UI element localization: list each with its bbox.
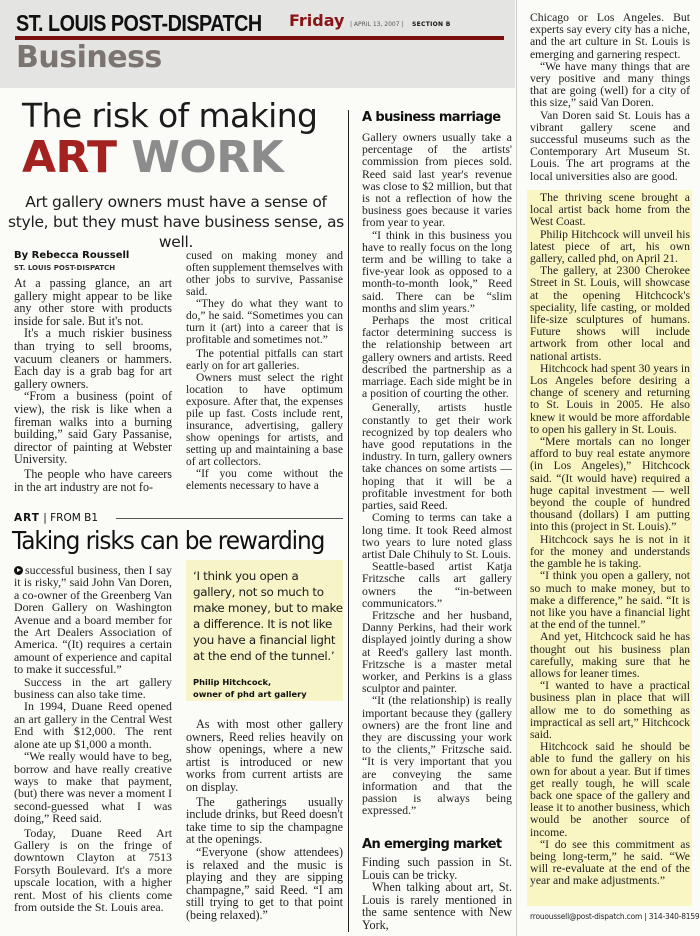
paragraph: And yet, Hitchcock said he has thought out his business plan carefully, making sure that he allows for leaner times. (530, 630, 690, 680)
section-label: SECTION B (412, 21, 451, 28)
paragraph: The potential pitfalls can start early on for art galleries. (186, 348, 343, 372)
paragraph: “Everyone (show attendees) is relaxed and the music is playing and they are sipping champagne,” said Reed. “I am still trying to get to that point (being relaxed).” (186, 844, 343, 922)
paragraph: Van Doren said St. Louis has a vibrant gallery scene and successful museums such as the Contemporary Art Museum St. Louis. The art programs at the local universities also are good. (530, 108, 690, 183)
byline-org: ST. LOUIS POST-DISPATCH (14, 264, 116, 272)
contact-line: rrououssell@post-dispatch.com | 314-340-8159 (530, 912, 700, 921)
pull-quote-title: owner of phd art gallery (193, 689, 307, 699)
paragraph: “From a business (point of view), the risk is like when a fireman walks into a burning building,” said Gary Passanise, director of painting at Webster University. (14, 389, 172, 467)
paragraph: In 1994, Duane Reed opened an art gallery in the Central West End with $12,000. The rent alone ate up $1,000 a month. (14, 699, 172, 751)
jump-rule (116, 518, 343, 519)
paragraph: “They do what they want to do,” he said. “Sometimes you can turn it (art) into a career that is profitable and sometimes not.” (186, 298, 343, 346)
paragraph: Coming to terms can take a long time. It took Reed almost two years to lure noted glass artist Dale Chihuly to St. Louis. (362, 511, 512, 561)
paragraph (14, 564, 172, 676)
column-1-bottom (14, 564, 172, 913)
column-2-top (186, 250, 343, 492)
dateline: | APRIL 13, 2007 | (350, 21, 404, 28)
paragraph: The thriving scene brought a local artist back home from the West Coast. (530, 191, 690, 229)
column-1-top (14, 277, 172, 493)
paragraph: Success in the art gallery business can also take time. (14, 674, 172, 702)
subhead-emerging-market: An emerging market (362, 837, 502, 852)
paragraph: Hitchcock said he should be able to fund the gallery on his own for about a year. But if times get really tough, he will scale back one space of the gallery and lease it to another business, which would be another source of income. (530, 740, 690, 839)
headline-art: ART (22, 132, 117, 183)
paragraph: The gatherings usually include drinks, but Reed doesn't take time to sip the champagne at the openings. (186, 794, 343, 847)
paragraph: Finding such passion in St. Louis can be tricky. (362, 855, 512, 882)
paragraph: “We have many things that are very positive and many things that are going (well) for a city of this size,” said Van Doren. (530, 59, 690, 110)
subhead-business-marriage: A business marriage (362, 110, 501, 125)
paragraph: Philip Hitchcock will unveil his latest piece of art, his own gallery, called phd, on April 21. (530, 227, 690, 266)
paragraph: The people who have careers in the art industry are not fo- (14, 466, 172, 494)
paragraph: cused on making money and often supplement themselves with other jobs to survive, Passanise said. (186, 250, 343, 298)
jump-label (14, 512, 98, 524)
page-fold-rule (516, 0, 517, 936)
paragraph: The gallery, at 2300 Cherokee Street in St. Louis, will showcase at the opening Hitchcock's speciality, life casting, or molded life-size sculptures of humans. Future shows will include artwork from other local and national artists. (530, 264, 690, 363)
pull-quote-text: ‘I think you open a gallery, not so much to make money, but to make a difference. It is not like you have a financial light at the end of the tunnel.’ (193, 569, 343, 663)
day-label: Friday (289, 11, 345, 30)
paragraph: Gallery owners usually take a percentage of the artists' commission from pieces sold. Reed said last year's revenue was close to $2 million, but that is not a reflection of how the business goes because it varies from year to year. (362, 131, 512, 230)
paragraph: “Mere mortals can no longer afford to buy real estate anymore (in Los Angeles),” Hitchcock said. “(It would have) required a huge capital investment — well beyond the couple of hundred thousand (dollars) I am putting into this (project in St. Louis).” (530, 435, 690, 534)
column-3-a (362, 132, 512, 817)
paragraph: Hitchcock says he is not in it for the money and understands the gamble he is taking. (530, 532, 690, 571)
paragraph-text: successful business, then I say it is risky,” said John Van Doren, a co-owner of the Greenberg Van Doren Gallery on Washington Avenue and a board member for the Art Dealers Association of America. “(It) requires a certain amount of experience and capital to make it successful.” (14, 563, 172, 677)
paragraph: Owners must select the right location to have optimum exposure. After that, the expenses pile up fast. Costs include rent, insurance, advertising, gallery show openings for artists, and setting up and maintaining a base of art collectors. (186, 372, 343, 468)
pull-quote-name: Philip Hitchcock, (193, 677, 272, 687)
paragraph: Fritzsche and her husband, Danny Perkins, had their work displayed jointly during a show at Reed's gallery last month. Fritzsche is a master metal worker, and Perkins is a glass sculptor and painter. (362, 608, 512, 696)
paper-name: ST. LOUIS POST-DISPATCH (16, 10, 262, 36)
paragraph: At a passing glance, an art gallery might appear to be like any other store with products inside for sale. But it's not. (14, 276, 172, 328)
paragraph: “We really would have to beg, borrow and have really creative ways to make that payment, (but) there was never a moment I second-guessed what I was doing,” Reed said. (14, 749, 172, 826)
paragraph: “I think you open a gallery, not so much to make money, but to make a difference,” he said. “It is not like you have a financial light at the end of the tunnel.” (530, 569, 690, 632)
paragraph: Today, Duane Reed Art Gallery is on the fringe of downtown Clayton at 7513 Forsyth Boulevard. It's a more upscale location, with a higher rent. Most of his clients come from outside the St. Louis area. (14, 825, 172, 914)
paragraph: Chicago or Los Angeles. But experts say every city has a niche, and the art culture in St. Louis is emerging and garnering respect. (530, 11, 690, 61)
deck: Art gallery owners must have a sense of style, but they must have business sense, as well. (8, 193, 344, 251)
paragraph: “I do see this commitment as being long-term,” he said. “We will re-evaluate at the end of the year and make adjustments.” (530, 837, 690, 888)
column-2-bottom (186, 718, 343, 922)
jump-label-from: | FROM B1 (39, 512, 98, 524)
paragraph: “I wanted to have a practical business plan in place that will allow me to do something as impractical as sell art,” Hitchcock said. (530, 679, 690, 741)
paragraph: “It (the relationship) is really important because they (gallery owners) are the front line and they are discussing your work to the clients,” Fritzsche said. “It is very important that you are conveying the same information and that the passion is always being expressed.” (362, 694, 512, 818)
column-rule (348, 110, 349, 932)
jump-headline: Taking risks can be rewarding (12, 526, 325, 555)
section-title: Business (16, 40, 162, 75)
byline-name: By Rebecca Roussell (14, 250, 130, 261)
jump-label-section: ART (14, 512, 40, 524)
column-4-b (530, 192, 690, 888)
paragraph: “If you come without the elements necessary to have a (186, 468, 343, 492)
headline-line-2 (22, 132, 283, 183)
paragraph: Hitchcock had spent 30 years in Los Angeles before desiring a change of scenery and returning to St. Louis in 2005. He also knew it would be more affordable to open his gallery in St. Louis. (530, 361, 690, 436)
paragraph: As with most other gallery owners, Reed relies heavily on show openings, where a new artist is introduced or new works from current artists are on display. (186, 717, 343, 794)
column-4-a (530, 12, 690, 183)
column-3-b (362, 856, 512, 932)
paragraph: “I think in this business you have to really focus on the long term and be willing to take a five-year look as opposed to a month-to-month look,” Reed said. There can be “slim months and slim years.” (362, 228, 512, 315)
paragraph: It's a much riskier business than trying to sell brooms, vacuum cleaners or hammers. Each day is a grab bag for art gallery owners. (14, 326, 172, 391)
paragraph: When talking about art, St. Louis is rarely mentioned in the same sentence with New York, (362, 880, 512, 932)
headline-work: WORK (131, 132, 284, 183)
arrow-circle-icon (14, 566, 23, 575)
paragraph: Perhaps the most critical factor determining success is the relationship between art gallery owners and artists. Reed described the partnership as a marriage. Each side might be in a position of courting the other. (362, 314, 512, 401)
paragraph: Generally, artists hustle constantly to get their work recognized by top dealers who have good reputations in the industry. In turn, gallery owners take chances on some artists — hoping that it will be a profitable investment for both parties, said Reed. (362, 401, 512, 513)
headline-line-1: The risk of making (22, 96, 318, 135)
paragraph: Seattle-based artist Katja Fritzsche calls art gallery owners the “in-between communicators.” (362, 560, 512, 610)
